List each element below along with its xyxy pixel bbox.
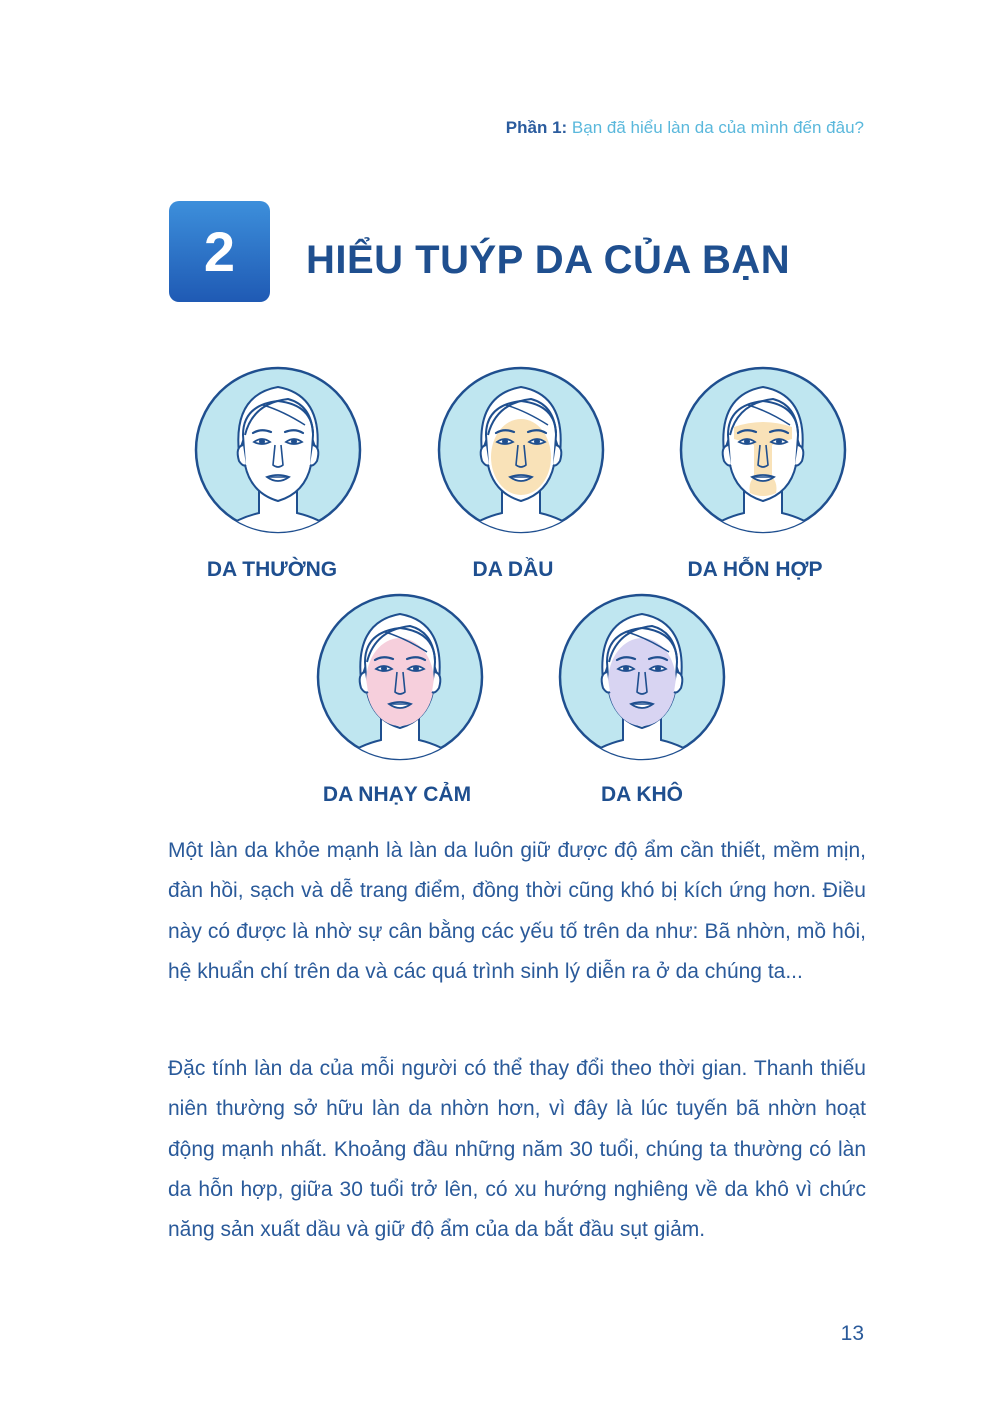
label-sensitive-skin: DA NHẠY CẢM	[322, 783, 472, 806]
label-dry-skin: DA KHÔ	[600, 783, 684, 806]
face-sensitive-skin	[315, 592, 485, 762]
part-label: Phần 1:	[505, 118, 568, 137]
paragraph-1: Một làn da khỏe mạnh là làn da luôn giữ được độ ẩm cần thiết, mềm mịn, đàn hồi, sạch và dễ trang điểm, đồng thời cũng khó bị kích ứng hơn. Điều này có được là nhờ sự cân bằng các yếu tố trên da như: Bã nhờn, mồ hôi, hệ khuẩn chí trên da và các quá trình sinh lý diễn ra ở da chúng ta...	[168, 839, 866, 983]
paragraph-2: Đặc tính làn da của mỗi người có thể thay đổi theo thời gian. Thanh thiếu niên thường sở hữu làn da nhờn hơn, vì đây là lúc tuyến bã nhờn hoạt động mạnh nhất. Khoảng đầu những năm 30 tuổi, chúng ta thường có làn da hỗn hợp, giữa 30 tuổi trở lên, có xu hướng nghiêng về da khô vì chức năng sản xuất dầu và giữ độ ẩm của da bắt đầu sụt giảm.	[168, 1057, 866, 1242]
face-normal-skin	[193, 365, 363, 535]
label-combination-skin: DA HỖN HỢP	[687, 558, 823, 581]
page-number: 13	[840, 1322, 864, 1345]
chapter-number-badge: 2	[169, 201, 270, 302]
face-combination-skin	[678, 365, 848, 535]
part-title: Bạn đã hiểu làn da của mình đến đâu?	[571, 118, 864, 137]
running-header	[506, 118, 864, 138]
label-oily-skin: DA DẦU	[472, 558, 554, 581]
label-normal-skin: DA THƯỜNG	[206, 558, 338, 581]
face-dry-skin	[557, 592, 727, 762]
chapter-title: HIỂU TUÝP DA CỦA BẠN	[306, 238, 791, 282]
face-oily-skin	[436, 365, 606, 535]
